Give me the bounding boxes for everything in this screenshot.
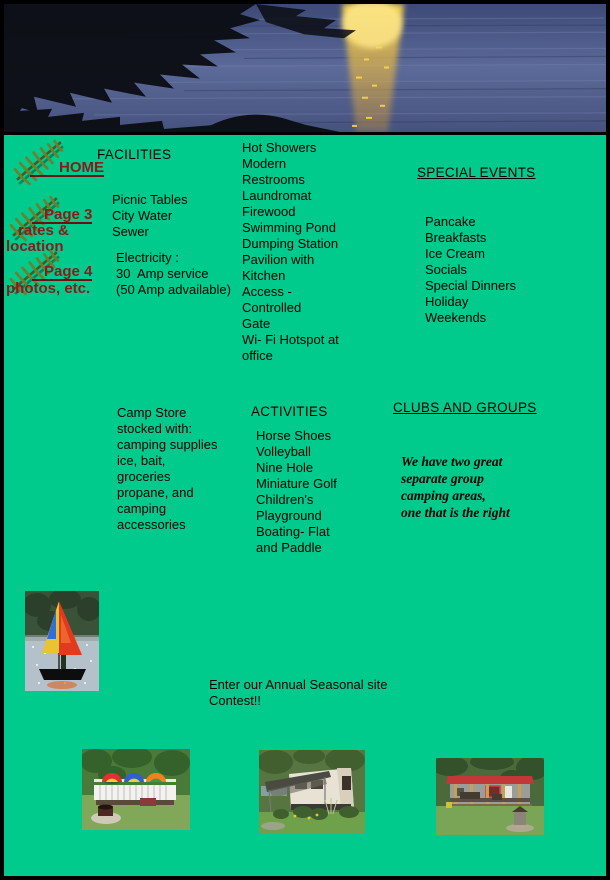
list-item: Laundromat bbox=[242, 188, 312, 203]
list-item: camping supplies bbox=[117, 437, 218, 452]
list-item: Firewood bbox=[242, 204, 296, 219]
nav-page4-label: Page 4 bbox=[44, 263, 93, 280]
list-item: Modern bbox=[242, 156, 287, 171]
activities-heading: ACTIVITIES bbox=[251, 404, 328, 419]
special-events-heading: SPECIAL EVENTS bbox=[417, 165, 536, 180]
list-item: Holiday bbox=[425, 294, 469, 309]
nav-home-link[interactable] bbox=[30, 160, 104, 177]
list-item: accessories bbox=[117, 517, 186, 532]
list-item: camping areas, bbox=[401, 488, 486, 503]
list-item: Pavilion with bbox=[242, 252, 315, 267]
list-item: Weekends bbox=[425, 310, 487, 325]
sailboat-photo bbox=[25, 591, 99, 691]
list-item: one that is the right bbox=[401, 505, 510, 520]
list-item: Volleyball bbox=[256, 444, 311, 459]
list-item: Wi- Fi Hotspot at bbox=[242, 332, 339, 347]
camper-awning-photo bbox=[259, 750, 365, 834]
list-item: Miniature Golf bbox=[256, 476, 337, 491]
list-item: ice, bait, bbox=[117, 453, 166, 468]
facilities-heading: FACILITIES bbox=[97, 147, 172, 162]
list-item: office bbox=[242, 348, 273, 363]
nav-page3-subtitle-1[interactable]: rates & bbox=[18, 222, 69, 239]
list-item: City Water bbox=[112, 208, 173, 223]
list-item: Children's bbox=[256, 492, 314, 507]
nav-page3-label: Page 3 bbox=[44, 206, 93, 223]
list-item: propane, and bbox=[117, 485, 194, 500]
list-item: Ice Cream bbox=[425, 246, 485, 261]
list-item: 30 Amp service bbox=[116, 266, 209, 281]
list-item: Playground bbox=[256, 508, 322, 523]
list-item: Kitchen bbox=[242, 268, 286, 283]
list-item: Swimming Pond bbox=[242, 220, 336, 235]
list-item: Socials bbox=[425, 262, 467, 277]
facilities-amenities-list bbox=[242, 140, 339, 364]
nav-page4-subtitle[interactable]: photos, etc. bbox=[6, 280, 91, 297]
nav-page4-link[interactable] bbox=[32, 264, 92, 281]
special-events-list bbox=[425, 214, 516, 326]
activities-list bbox=[256, 428, 337, 556]
list-item: separate group bbox=[401, 471, 484, 486]
contest-line-2: Contest!! bbox=[209, 693, 262, 708]
lake-banner-photo bbox=[4, 4, 606, 135]
list-item: Dumping Station bbox=[242, 236, 339, 251]
list-item: camping bbox=[117, 501, 167, 516]
list-item: Hot Showers bbox=[242, 140, 317, 155]
nav-home-label: HOME bbox=[59, 159, 104, 176]
list-item: Pancake bbox=[425, 214, 476, 229]
facilities-electric-list bbox=[116, 250, 231, 298]
list-item: Picnic Tables bbox=[112, 192, 188, 207]
list-item: Nine Hole bbox=[256, 460, 314, 475]
clubs-groups-heading: CLUBS AND GROUPS bbox=[393, 400, 537, 415]
list-item: Camp Store bbox=[117, 405, 187, 420]
list-item: and Paddle bbox=[256, 540, 322, 555]
contest-text bbox=[209, 677, 388, 709]
list-item: stocked with: bbox=[117, 421, 193, 436]
list-item: Boating- Flat bbox=[256, 524, 330, 539]
porch-umbrellas-photo bbox=[82, 749, 190, 830]
red-roof-cabin-photo bbox=[436, 758, 544, 835]
list-item: Electricity : bbox=[116, 250, 179, 265]
list-item: groceries bbox=[117, 469, 171, 484]
nav-page3-subtitle-2[interactable]: location bbox=[6, 238, 64, 255]
list-item: Controlled bbox=[242, 300, 302, 315]
list-item: (50 Amp advailable) bbox=[116, 282, 231, 297]
list-item: Sewer bbox=[112, 224, 149, 239]
list-item: Special Dinners bbox=[425, 278, 517, 293]
list-item: Gate bbox=[242, 316, 271, 331]
camp-store-text bbox=[117, 405, 217, 533]
contest-line-1: Enter our Annual Seasonal site bbox=[209, 677, 388, 692]
clubs-groups-note bbox=[401, 453, 510, 521]
list-item: Restrooms bbox=[242, 172, 305, 187]
list-item: We have two great bbox=[401, 454, 503, 469]
facilities-basics-list bbox=[112, 192, 188, 240]
list-item: Breakfasts bbox=[425, 230, 487, 245]
list-item: Access - bbox=[242, 284, 292, 299]
list-item: Horse Shoes bbox=[256, 428, 332, 443]
